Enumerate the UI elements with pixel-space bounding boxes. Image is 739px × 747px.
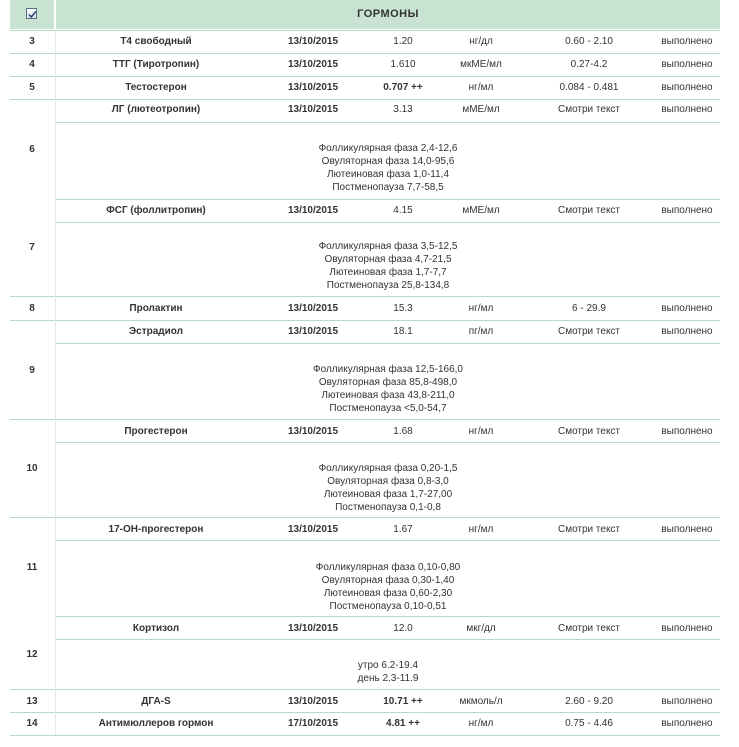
test-unit: пг/мл [468, 326, 494, 337]
test-value: 1.20 [393, 36, 413, 47]
row-divider [10, 99, 720, 100]
test-value: 15.3 [393, 303, 413, 314]
row-divider [10, 419, 720, 420]
test-status: выполнено [661, 205, 713, 216]
test-name: Кортизол [132, 623, 180, 634]
note-line: Постменопауза 0,1-0,8 [335, 502, 441, 513]
row-number: 8 [29, 303, 35, 314]
test-date: 13/10/2015 [287, 59, 339, 70]
reference-note [56, 142, 720, 194]
test-name: Т4 свободный [120, 36, 192, 47]
test-unit: нг/мл [468, 82, 494, 93]
test-value: 4.81 ++ [386, 718, 420, 729]
test-value: 1.610 [390, 59, 416, 70]
row-divider [10, 517, 720, 518]
test-date: 13/10/2015 [287, 104, 339, 115]
row-number: 11 [26, 562, 38, 573]
row-divider [56, 222, 720, 223]
row-divider [56, 199, 720, 200]
test-date: 17/10/2015 [287, 718, 339, 729]
reference-note [56, 462, 720, 514]
note-line: Постменопауза 0,10-0,51 [329, 601, 447, 612]
test-unit: мкг/дл [466, 623, 496, 634]
test-reference: Смотри текст [557, 524, 621, 535]
test-reference: 0.75 - 4.46 [565, 718, 613, 729]
row-divider [56, 540, 720, 541]
row-divider [10, 76, 720, 77]
note-line: Постменопауза <5,0-54,7 [329, 403, 447, 414]
note-line: Фолликулярная фаза 0,20-1,5 [318, 463, 458, 474]
row-number: 14 [26, 718, 38, 729]
row-divider [10, 689, 720, 690]
test-date: 13/10/2015 [287, 36, 339, 47]
row-divider [10, 30, 720, 31]
note-line: Лютеиновая фаза 1,7-27,00 [323, 489, 453, 500]
test-unit: нг/мл [468, 718, 494, 729]
test-name: Тестостерон [125, 82, 187, 93]
test-status: выполнено [661, 524, 713, 535]
test-date: 13/10/2015 [287, 696, 339, 707]
note-line: Лютеиновая фаза 43,8-211,0 [321, 390, 455, 401]
note-line: Овуляторная фаза 0,8-3,0 [327, 476, 449, 487]
note-line: день 2.3-11.9 [357, 673, 419, 684]
test-status: выполнено [661, 718, 713, 729]
note-line: Лютеиновая фаза 0,60-2,30 [323, 588, 453, 599]
row-number: 9 [29, 365, 35, 376]
row-number: 10 [26, 463, 38, 474]
reference-note [56, 659, 720, 685]
test-reference: 2.60 - 9.20 [565, 696, 613, 707]
row-number: 4 [29, 59, 35, 70]
test-unit: нг/мл [468, 426, 494, 437]
test-reference: 6 - 29.9 [572, 303, 606, 314]
test-value: 3.13 [393, 104, 413, 115]
test-date: 13/10/2015 [287, 426, 339, 437]
test-status: выполнено [661, 36, 713, 47]
test-value: 10.71 ++ [383, 696, 423, 707]
test-value: 1.68 [393, 426, 413, 437]
row-divider [56, 343, 720, 344]
test-unit: нг/мл [468, 524, 494, 535]
test-name: Пролактин [129, 303, 183, 314]
test-status: выполнено [661, 82, 713, 93]
test-value: 1.67 [393, 524, 413, 535]
test-reference: 0.27-4.2 [570, 59, 608, 70]
row-divider [10, 712, 720, 713]
row-number: 5 [29, 82, 35, 93]
reference-note [56, 240, 720, 292]
test-name: ЛГ (лютеотропин) [111, 104, 201, 115]
row-divider [10, 735, 720, 736]
test-unit: мкмоль/л [459, 696, 503, 707]
test-reference: Смотри текст [557, 205, 621, 216]
note-line: Фолликулярная фаза 12,5-166,0 [313, 364, 463, 375]
test-value: 12.0 [393, 623, 413, 634]
note-line: Постменопауза 25,8-134,8 [326, 280, 450, 291]
test-value: 4.15 [393, 205, 413, 216]
test-unit: мкМЕ/мл [460, 59, 502, 70]
checkbox-checked-icon[interactable] [26, 8, 37, 19]
note-line: утро 6.2-19.4 [357, 660, 419, 671]
test-name: Антимюллеров гормон [98, 718, 214, 729]
test-reference: Смотри текст [557, 623, 621, 634]
test-name: 17-ОН-прогестерон [108, 524, 204, 535]
test-status: выполнено [661, 623, 713, 634]
test-status: выполнено [661, 326, 713, 337]
row-number: 7 [29, 242, 35, 253]
test-value: 18.1 [393, 326, 413, 337]
test-status: выполнено [661, 426, 713, 437]
test-reference: 0.60 - 2.10 [565, 36, 613, 47]
section-title: ГОРМОНЫ [357, 8, 419, 20]
note-line: Лютеиновая фаза 1,7-7,7 [329, 267, 447, 278]
test-status: выполнено [661, 303, 713, 314]
reference-note [56, 363, 720, 415]
note-line: Фолликулярная фаза 3,5-12,5 [318, 241, 458, 252]
row-number: 13 [26, 696, 38, 707]
test-reference: Смотри текст [557, 326, 621, 337]
note-line: Постменопауза 7,7-58,5 [332, 182, 444, 193]
row-number: 12 [26, 649, 38, 660]
note-line: Овуляторная фаза 0,30-1,40 [321, 575, 455, 586]
test-status: выполнено [661, 104, 713, 115]
test-date: 13/10/2015 [287, 623, 339, 634]
test-reference: Смотри текст [557, 426, 621, 437]
row-divider [10, 53, 720, 54]
test-name: ФСГ (фоллитропин) [106, 205, 206, 216]
note-line: Овуляторная фаза 85,8-498,0 [318, 377, 458, 388]
row-number: 3 [29, 36, 35, 47]
test-status: выполнено [661, 59, 713, 70]
test-unit: нг/мл [468, 303, 494, 314]
note-line: Фолликулярная фаза 0,10-0,80 [315, 562, 461, 573]
test-date: 13/10/2015 [287, 303, 339, 314]
test-unit: мМЕ/мл [462, 205, 500, 216]
test-date: 13/10/2015 [287, 326, 339, 337]
note-line: Лютеиновая фаза 1,0-11,4 [326, 169, 450, 180]
row-divider [10, 320, 720, 321]
test-name: ТТГ (Тиротропин) [112, 59, 200, 70]
test-name: Прогестерон [124, 426, 188, 437]
test-date: 13/10/2015 [287, 82, 339, 93]
note-line: Фолликулярная фаза 2,4-12,6 [318, 143, 458, 154]
test-name: ДГА-S [141, 696, 171, 707]
test-name: Эстрадиол [129, 326, 183, 337]
reference-note [56, 561, 720, 613]
test-status: выполнено [661, 696, 713, 707]
row-divider [56, 122, 720, 123]
note-line: Овуляторная фаза 4,7-21,5 [324, 254, 452, 265]
row-divider [56, 442, 720, 443]
row-divider [56, 616, 720, 617]
test-reference: 0.084 - 0.481 [559, 82, 619, 93]
test-unit: мМЕ/мл [462, 104, 500, 115]
row-divider [56, 639, 720, 640]
test-date: 13/10/2015 [287, 205, 339, 216]
test-date: 13/10/2015 [287, 524, 339, 535]
test-unit: нг/дл [469, 36, 493, 47]
test-value: 0.707 ++ [383, 82, 423, 93]
test-reference: Смотри текст [557, 104, 621, 115]
row-number: 6 [29, 144, 35, 155]
note-line: Овуляторная фаза 14,0-95,6 [321, 156, 455, 167]
row-divider [10, 296, 720, 297]
